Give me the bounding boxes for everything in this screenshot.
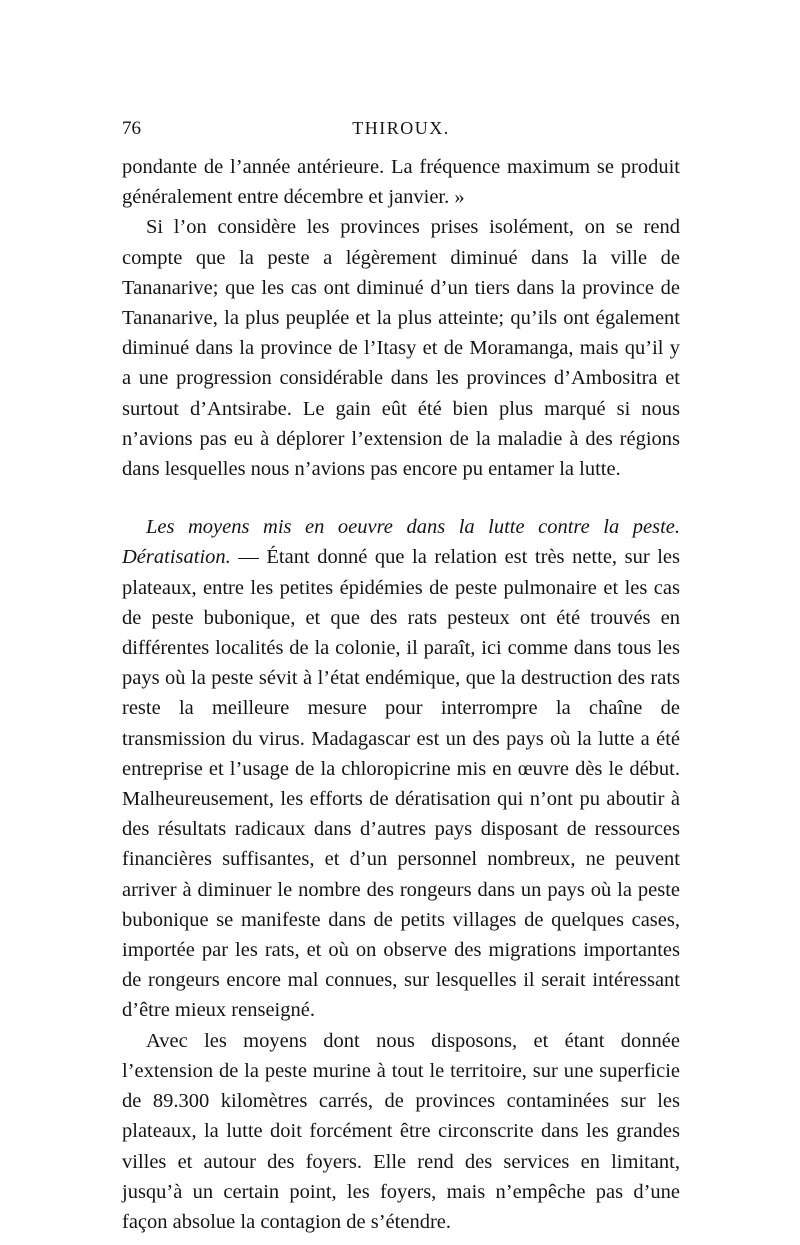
paragraph-continued: pondante de l’année antérieure. La fréquence maximum se produit généralement entre décembre et janvier. » [122,156,680,209]
running-title: THIROUX. [352,118,450,138]
section-gap [122,484,680,512]
paragraph-means: Avec les moyens dont nous disposons, et étant donnée l’extension de la peste murine à tout le territoire, sur une superficie de 89.300 kilomètres carrés, de provinces contaminées sur les plateaux, la lutte doit forcément être circonscrite dans les grandes villes et autour des foyers. Elle rend des services en limitant, jusqu’à un certain point, les foyers, mais n’empêche pas d’une façon absolue la contagion de s’étendre. [122,1029,680,1233]
section-title: Les moyens mis en oeuvre dans la lutte contre la peste. Dératisation. [122,516,680,569]
paragraph-deratisation-body: — Étant donné que la relation est très nette, sur les plateaux, entre les petites épidémies de peste pulmonaire et les cas de peste bubonique, et que des rats pesteux ont été trouvés en différentes localités de la colonie, il paraît, ici comme dans tous les pays où la peste sévit à l’état endémique, que la destruction des rats reste la meilleure mesure pour interrompre la chaîne de transmission du virus. Madagascar est un des pays où la lutte a été entreprise et l’usage de la chloropicrine mis en œuvre dès le début. Malheureusement, les efforts de dératisation qui n’ont pu aboutir à des résultats radicaux dans d’autres pays disposant de ressources financières suffisantes, et d’un personnel nombreux, ne peuvent arriver à diminuer le nombre des rongeurs dans un pays où la peste bubonique se manifeste dans de petits villages de quelques cases, importée par les rats, et où on observe des migrations importantes de rongeurs encore mal connues, sur lesquelles il serait intéressant d’être mieux renseigné. [122,546,680,1022]
paragraph-provinces: Si l’on considère les provinces prises isolément, on se rend compte que la peste a légèrement diminué dans la ville de Tananarive; que les cas ont diminué d’un tiers dans la province de Tananarive, la plus peuplée et la plus atteinte; qu’ils ont également diminué dans la province de l’Itasy et de Moramanga, mais qu’il y a une progression considérable dans les provinces d’Ambositra et surtout d’Antsirabe. Le gain eût été bien plus marqué si nous n’avions pas eu à déplorer l’extension de la maladie à des régions dans lesquelles nous n’avions pas encore pu entamer la lutte. [122,216,680,481]
body-text [122,152,680,1237]
page-number: 76 [122,118,141,139]
page-header [122,118,680,148]
paragraph-deratisation [122,512,680,1025]
